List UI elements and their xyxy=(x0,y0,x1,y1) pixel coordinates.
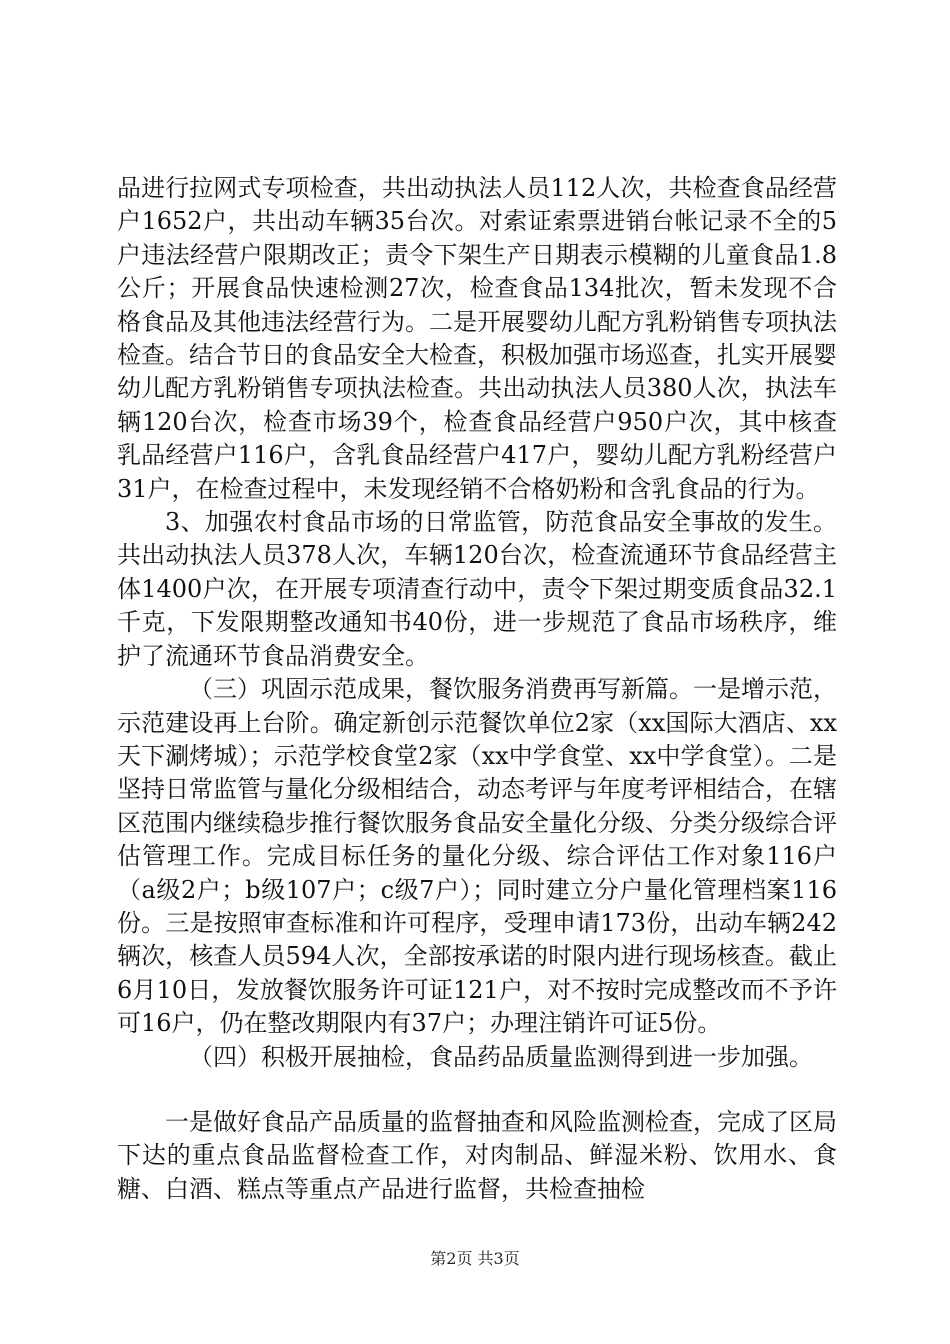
paragraph-quality-inspection: 一是做好食品产品质量的监督抽查和风险监测检查，完成了区局下达的重点食品监督检查工作，对肉制品、鲜湿米粉、饮用水、食糖、白酒、糕点等重点产品进行监督，共检查抽检 xyxy=(117,1107,837,1203)
paragraph-catering-section: （三）巩固示范成果，餐饮服务消费再写新篇。一是增示范，示范建设再上台阶。确定新创示范餐饮单位2家（xx国际大酒店、xx天下涮烤城）；示范学校食堂2家（xx中学食堂、xx中学食堂）。二是坚持日常监管与量化分级相结合，动态考评与年度考评相结合，在辖区范围内继续稳步推行餐饮服务食品安全量化分级、分类分级综合评估管理工作。完成目标任务的量化分级、综合评估工作对象116户（a级2户；b级107户；c级7户）；同时建立分户量化管理档案116份。三是按照审查标准和许可程序，受理申请173份，出动车辆242辆次，核查人员594人次，全部按承诺的时限内进行现场核查。截止6月10日，发放餐饮服务许可证121户，对不按时完成整改而不予许可16户，仍在整改期限内有37户；办理注销许可证5份。 xyxy=(117,675,837,1038)
document-body xyxy=(117,172,837,1206)
page-number-footer: 第2页 共3页 xyxy=(430,1249,520,1268)
section-heading-sampling: （四）积极开展抽检，食品药品质量监测得到进一步加强。 xyxy=(189,1042,813,1071)
paragraph-continuation: 品进行拉网式专项检查，共出动执法人员112人次，共检查食品经营户1652户，共出动车辆35台次。对索证索票进销台帐记录不全的5户违法经营户限期改正；责令下架生产日期表示模糊的儿童食品1.8公斤；开展食品快速检测27次，检查食品134批次，暂未发现不合格食品及其他违法经营行为。二是开展婴幼儿配方乳粉销售专项执法检查。结合节日的食品安全大检查，积极加强市场巡查，扎实开展婴幼儿配方乳粉销售专项执法检查。共出动执法人员380人次，执法车辆120台次，检查市场39个，检查食品经营户950户次，其中核查乳品经营户116户，含乳食品经营户417户，婴幼儿配方乳粉经营户31户，在检查过程中，未发现经销不合格奶粉和含乳食品的行为。 xyxy=(117,174,837,503)
paragraph-rural-market: 3、加强农村食品市场的日常监管，防范食品安全事故的发生。共出动执法人员378人次，车辆120台次，检查流通环节食品经营主体1400户次，在开展专项清查行动中，责令下架过期变质食品32.1千克，下发限期整改通知书40份，进一步规范了食品市场秩序，维护了流通环节食品消费安全。 xyxy=(117,508,837,670)
